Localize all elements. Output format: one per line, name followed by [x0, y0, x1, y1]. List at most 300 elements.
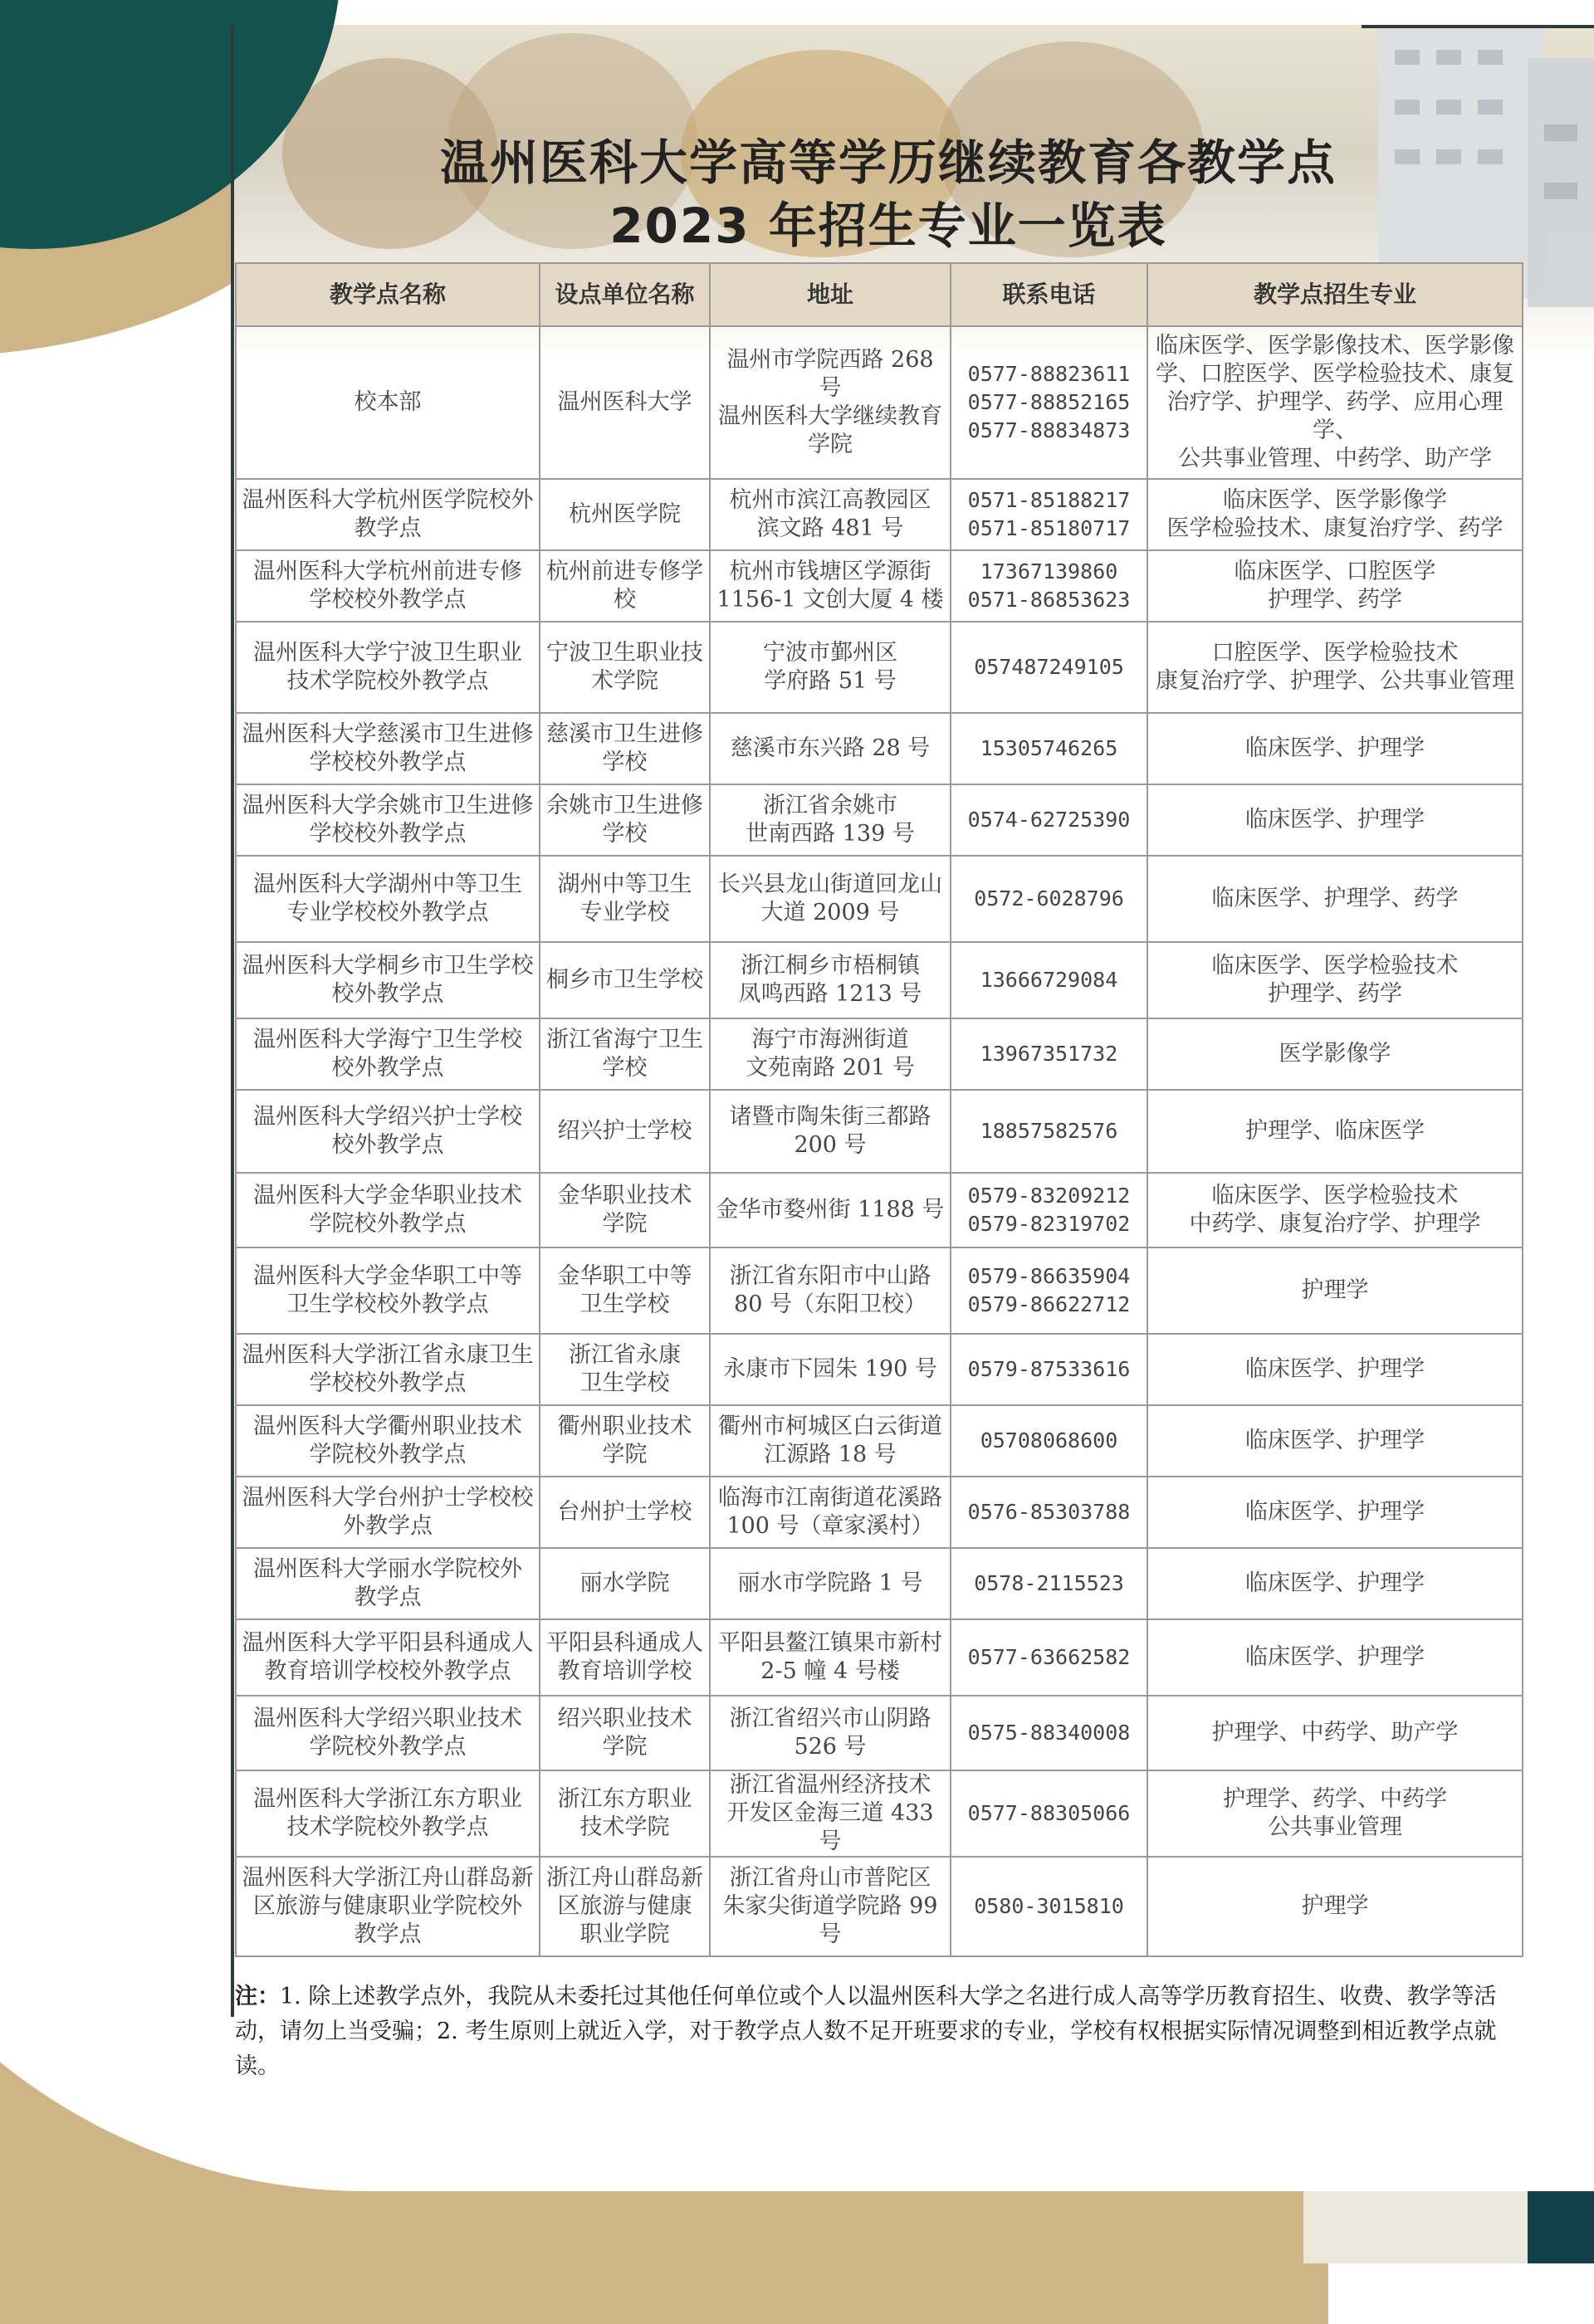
cell-unit-line: 丽水学院: [579, 1570, 670, 1596]
cell-unit: [540, 713, 710, 784]
cell-phone-line: 0579-86635904: [967, 1264, 1131, 1288]
cell-address: [710, 1857, 951, 1956]
cell-point: [236, 1857, 540, 1956]
cell-address-line: 永康市下园朱 190 号: [723, 1356, 937, 1382]
cell-point-line: 温州医科大学宁波卫生职业: [253, 640, 522, 666]
cell-point: [236, 942, 540, 1018]
cell-phone-line: 13666729084: [980, 968, 1118, 992]
cell-point-line: 教育培训学校校外教学点: [264, 1658, 511, 1684]
cell-point: [236, 856, 540, 942]
cell-address-line: 浙江省绍兴市山阴路: [729, 1706, 931, 1731]
cell-address-line: 临海市江南街道花溪路: [718, 1485, 942, 1511]
cell-unit-line: 绍兴护士学校: [557, 1118, 692, 1144]
cell-unit-line: 学校: [602, 821, 648, 847]
cell-point: [236, 479, 540, 550]
cell-unit-line: 教育培训学校: [557, 1658, 692, 1684]
table-row: [236, 1857, 1523, 1956]
cell-phone-line: 0579-82319702: [967, 1212, 1131, 1236]
cell-phone: [951, 1173, 1147, 1247]
cell-address: [710, 550, 951, 622]
table-row: [236, 1334, 1523, 1405]
cell-point: [236, 1247, 540, 1334]
cell-phone-line: 0577-88852165: [967, 390, 1131, 414]
cell-address-line: 长兴县龙山街道回龙山: [718, 872, 942, 897]
cell-unit: [540, 942, 710, 1018]
cell-unit-line: 余姚市卫生进修: [546, 793, 703, 818]
cell-majors-line: 中药学、康复治疗学、护理学: [1189, 1211, 1481, 1237]
table-row: [236, 1090, 1523, 1173]
cell-majors-line: 临床医学、护理学: [1245, 735, 1425, 761]
cell-majors-line: 公共事业管理: [1268, 1814, 1402, 1840]
cell-address-line: 滨文路 481 号: [756, 515, 904, 541]
cell-address: [710, 326, 951, 479]
cell-point-line: 温州医科大学杭州前进专修: [253, 559, 522, 584]
cell-majors: [1147, 1018, 1523, 1090]
cell-address-line: 诸暨市陶朱街三都路: [729, 1104, 931, 1130]
table-row: [236, 326, 1523, 479]
cell-unit-line: 技术学院: [579, 1814, 670, 1840]
cell-point: [236, 1619, 540, 1696]
cell-point: [236, 1696, 540, 1770]
cell-unit: [540, 1619, 710, 1696]
cell-point-line: 温州医科大学海宁卫生学校: [253, 1027, 522, 1052]
cell-unit-line: 平阳县科通成人: [546, 1630, 703, 1656]
cell-point-line: 温州医科大学桐乡市卫生学校: [242, 953, 534, 979]
cell-phone-line: 05708068600: [980, 1428, 1118, 1452]
cell-majors-line: 口腔医学、医学检验技术: [1211, 640, 1459, 666]
footnote-label: 注：: [235, 1984, 280, 2009]
table-row: [236, 942, 1523, 1018]
cell-point-line: 温州医科大学金华职业技术: [253, 1183, 522, 1208]
cell-unit-line: 学校: [602, 749, 648, 775]
cell-majors: [1147, 942, 1523, 1018]
cell-point: [236, 1090, 540, 1173]
cell-majors-line: 护理学、药学、中药学: [1223, 1786, 1447, 1812]
cell-point-line: 学院校外教学点: [309, 1211, 467, 1237]
cell-address-line: 浙江桐乡市梧桐镇: [741, 953, 920, 979]
cell-majors-line: 临床医学、护理学: [1245, 1499, 1425, 1525]
cell-point-line: 校外教学点: [331, 1055, 444, 1081]
table-row: [236, 1770, 1523, 1857]
cell-address: [710, 1548, 951, 1619]
cell-address: [710, 1696, 951, 1770]
cell-phone: [951, 1018, 1147, 1090]
cell-point-line: 温州医科大学余姚市卫生进修: [242, 793, 534, 818]
cell-point-line: 教学点: [354, 515, 422, 541]
cell-majors: [1147, 1405, 1523, 1477]
table-row: [236, 713, 1523, 784]
cell-majors: [1147, 479, 1523, 550]
bottom-beige-block: [1303, 2191, 1528, 2263]
cell-majors-line: 临床医学、护理学: [1245, 1644, 1425, 1670]
table-row: [236, 1619, 1523, 1696]
cell-majors: [1147, 1548, 1523, 1619]
cell-phone-line: 0572-6028796: [974, 886, 1124, 911]
cell-phone: [951, 1090, 1147, 1173]
cell-majors-line: 临床医学、护理学: [1245, 1428, 1425, 1453]
cell-majors-line: 临床医学、口腔医学: [1234, 559, 1436, 584]
enrollment-table: [235, 262, 1522, 1957]
cell-point-line: 温州医科大学平阳县科通成人: [242, 1630, 534, 1656]
cell-unit-line: 台州护士学校: [557, 1499, 692, 1525]
cell-phone: [951, 326, 1147, 479]
cell-point: [236, 622, 540, 713]
cell-address-line: 大道 2009 号: [760, 900, 900, 925]
table-row: [236, 550, 1523, 622]
table-row: [236, 784, 1523, 856]
cell-address-line: 1156-1 文创大厦 4 楼: [716, 587, 944, 613]
cell-phone: [951, 1770, 1147, 1857]
cell-phone: [951, 1477, 1147, 1548]
cell-address-line: 世南西路 139 号: [746, 821, 915, 847]
cell-unit: [540, 1247, 710, 1334]
col-header-unit: 设点单位名称: [540, 263, 710, 326]
cell-unit-line: 宁波卫生职业技: [546, 640, 703, 666]
cell-majors: [1147, 1090, 1523, 1173]
cell-phone-line: 17367139860: [980, 559, 1118, 583]
cell-majors-line: 康复治疗学、护理学、公共事业管理: [1156, 668, 1514, 694]
cell-address: [710, 622, 951, 713]
cell-majors: [1147, 1247, 1523, 1334]
cell-point-line: 温州医科大学绍兴职业技术: [253, 1706, 522, 1731]
cell-unit-line: 区旅游与健康: [557, 1893, 692, 1919]
cell-unit: [540, 1857, 710, 1956]
cell-point: [236, 550, 540, 622]
cell-unit-line: 卫生学校: [579, 1370, 670, 1396]
cell-majors-line: 医学影像学: [1279, 1041, 1391, 1067]
cell-unit-line: 浙江省永康: [569, 1342, 681, 1368]
cell-point-line: 温州医科大学湖州中等卫生: [253, 872, 522, 897]
cell-unit-line: 慈溪市卫生进修: [546, 721, 703, 747]
cell-point-line: 温州医科大学丽水学院校外: [253, 1556, 522, 1582]
cell-point-line: 学院校外教学点: [309, 1734, 467, 1760]
cell-point: [236, 326, 540, 479]
cell-address-line: 温州医科大学继续教育: [718, 403, 942, 429]
cell-phone: [951, 1696, 1147, 1770]
cell-majors: [1147, 784, 1523, 856]
cell-address-line: 慈溪市东兴路 28 号: [730, 735, 931, 761]
cell-phone: [951, 713, 1147, 784]
cell-phone-line: 0571-86853623: [967, 588, 1131, 612]
cell-address-line: 宁波市鄞州区: [763, 640, 897, 666]
col-header-majors: 教学点招生专业: [1147, 263, 1523, 326]
cell-address-line: 学府路 51 号: [764, 668, 897, 694]
cell-phone-line: 0577-88823611: [967, 362, 1131, 386]
cell-majors: [1147, 1696, 1523, 1770]
cell-majors-line: 临床医学、医学检验技术: [1211, 1183, 1459, 1208]
cell-point-line: 学校校外教学点: [309, 587, 467, 613]
cell-phone-line: 13967351732: [980, 1042, 1118, 1066]
cell-phone-line: 0574-62725390: [967, 808, 1131, 832]
cell-point-line: 校外教学点: [331, 981, 444, 1007]
cell-majors-line: 护理学、临床医学: [1245, 1118, 1425, 1144]
cell-address: [710, 1477, 951, 1548]
cell-majors-line: 临床医学、护理学、药学: [1211, 886, 1459, 911]
cell-point-line: 学校校外教学点: [309, 821, 467, 847]
cell-point: [236, 1548, 540, 1619]
cell-point-line: 技术学院校外教学点: [286, 1814, 489, 1840]
cell-address-line: 浙江省温州经济技术: [729, 1772, 931, 1798]
cell-unit: [540, 326, 710, 479]
cell-unit: [540, 479, 710, 550]
cell-majors: [1147, 326, 1523, 479]
cell-point-line: 校本部: [354, 389, 422, 415]
cell-point-line: 温州医科大学台州护士学校校: [242, 1485, 534, 1511]
cell-majors-line: 护理学: [1301, 1277, 1369, 1303]
cell-unit: [540, 1405, 710, 1477]
cell-point-line: 温州医科大学衢州职业技术: [253, 1413, 522, 1439]
cell-unit-line: 衢州职业技术: [557, 1413, 692, 1439]
cell-phone: [951, 1247, 1147, 1334]
cell-phone: [951, 856, 1147, 942]
footnote: [235, 1980, 1522, 2084]
cell-address-line: 浙江省东阳市中山路: [729, 1263, 931, 1289]
cell-phone-line: 0577-88305066: [967, 1801, 1131, 1825]
cell-point-line: 温州医科大学浙江舟山群岛新: [242, 1865, 534, 1891]
cell-unit-line: 绍兴职业技术: [557, 1706, 692, 1731]
cell-phone-line: 0576-85303788: [967, 1500, 1131, 1524]
cell-unit-line: 湖州中等卫生: [557, 872, 692, 897]
cell-majors: [1147, 1477, 1523, 1548]
cell-phone-line: 0571-85188217: [967, 488, 1131, 512]
col-header-point: 教学点名称: [236, 263, 540, 326]
cell-address-line: 号: [819, 1921, 842, 1947]
cell-phone: [951, 1548, 1147, 1619]
cell-address: [710, 1090, 951, 1173]
cell-phone-line: 0579-86622712: [967, 1292, 1131, 1316]
cell-majors: [1147, 856, 1523, 942]
cell-address-line: 浙江省余姚市: [763, 793, 897, 818]
cell-address-line: 江源路 18 号: [764, 1442, 897, 1467]
cell-address: [710, 713, 951, 784]
cell-point-line: 温州医科大学绍兴护士学校: [253, 1104, 522, 1130]
cell-unit: [540, 856, 710, 942]
cell-point: [236, 1018, 540, 1090]
cell-address-line: 学院: [808, 432, 853, 457]
cell-unit-line: 浙江省海宁卫生: [546, 1027, 703, 1052]
cell-majors-line: 护理学: [1301, 1893, 1369, 1919]
cell-address-line: 凤鸣西路 1213 号: [738, 981, 922, 1007]
cell-phone-line: 15305746265: [980, 736, 1118, 760]
cell-majors: [1147, 1770, 1523, 1857]
cell-point-line: 区旅游与健康职业学院校外: [253, 1893, 522, 1919]
table-row: [236, 1696, 1523, 1770]
cell-majors: [1147, 1334, 1523, 1405]
cell-point: [236, 1173, 540, 1247]
cell-point: [236, 713, 540, 784]
top-frame-line: [1362, 25, 1594, 28]
cell-majors-line: 护理学、药学: [1268, 981, 1402, 1007]
cell-address: [710, 1018, 951, 1090]
cell-address: [710, 1334, 951, 1405]
cell-unit: [540, 1334, 710, 1405]
cell-unit: [540, 1548, 710, 1619]
cell-point: [236, 1334, 540, 1405]
cell-point-line: 温州医科大学金华职工中等: [253, 1263, 522, 1289]
cell-unit: [540, 1770, 710, 1857]
cell-majors-line: 临床医学、医学影像技术、医学影像: [1156, 333, 1514, 359]
table-row: [236, 1018, 1523, 1090]
cell-point: [236, 1770, 540, 1857]
cell-majors-line: 临床医学、医学影像学: [1223, 487, 1447, 513]
table-row: [236, 1405, 1523, 1477]
col-header-phone: 联系电话: [951, 263, 1147, 326]
cell-unit-line: 学校: [602, 1055, 648, 1081]
cell-phone-line: 0580-3015810: [974, 1894, 1124, 1918]
cell-phone: [951, 1334, 1147, 1405]
cell-address-line: 金华市婺州街 1188 号: [716, 1197, 945, 1223]
cell-phone-line: 0579-83209212: [967, 1184, 1131, 1208]
cell-unit-line: 杭州医学院: [569, 501, 681, 527]
cell-majors-line: 医学检验技术、康复治疗学、药学: [1166, 515, 1504, 541]
cell-unit-line: 学院: [602, 1442, 648, 1467]
cell-point-line: 教学点: [354, 1921, 422, 1947]
cell-unit-line: 专业学校: [579, 900, 670, 925]
table-row: [236, 1548, 1523, 1619]
cell-address: [710, 856, 951, 942]
cell-phone-line: 0571-85180717: [967, 516, 1131, 540]
cell-unit-line: 浙江东方职业: [557, 1786, 692, 1812]
cell-unit-line: 卫生学校: [579, 1291, 670, 1317]
cell-unit: [540, 1477, 710, 1548]
col-header-address: 地址: [710, 263, 951, 326]
cell-majors-line: 临床医学、医学检验技术: [1211, 953, 1459, 979]
bottom-teal-block: [1528, 2191, 1594, 2263]
cell-point: [236, 1405, 540, 1477]
title-line-1: 温州医科大学高等学历继续教育各教学点: [439, 134, 1337, 191]
cell-unit: [540, 1090, 710, 1173]
title-line-2: 2023 年招生专业一览表: [609, 198, 1167, 254]
cell-unit-line: 学院: [602, 1211, 648, 1237]
cell-majors-line: 临床医学、护理学: [1245, 807, 1425, 832]
cell-unit-line: 校: [614, 587, 636, 613]
cell-unit-line: 浙江舟山群岛新: [546, 1865, 703, 1891]
cell-majors-line: 学、口腔医学、医学检验技术、康复: [1156, 361, 1514, 387]
cell-address-line: 衢州市柯城区白云街道: [718, 1413, 942, 1439]
table-row: [236, 856, 1523, 942]
cell-unit-line: 术学院: [591, 668, 658, 694]
cell-address-line: 杭州市滨江高教园区: [729, 487, 931, 513]
cell-address-line: 开发区金海三道 433 号: [726, 1800, 934, 1854]
cell-majors-line: 公共事业管理、中药学、助产学: [1178, 446, 1492, 471]
table-row: [236, 1477, 1523, 1548]
cell-phone: [951, 1405, 1147, 1477]
table-row: [236, 1173, 1523, 1247]
left-frame-line: [231, 25, 234, 2017]
cell-address: [710, 1173, 951, 1247]
cell-address: [710, 1247, 951, 1334]
cell-point-line: 卫生学校校外教学点: [286, 1291, 489, 1317]
cell-point-line: 校外教学点: [331, 1132, 444, 1158]
cell-unit-line: 桐乡市卫生学校: [546, 967, 703, 993]
cell-address: [710, 942, 951, 1018]
cell-phone: [951, 550, 1147, 622]
cell-unit: [540, 622, 710, 713]
cell-majors-line: 护理学、中药学、助产学: [1211, 1720, 1459, 1745]
cell-unit-line: 职业学院: [579, 1921, 670, 1947]
cell-point-line: 学校校外教学点: [309, 749, 467, 775]
cell-address: [710, 784, 951, 856]
cell-unit: [540, 1696, 710, 1770]
table-row: [236, 1247, 1523, 1334]
cell-majors-line: 临床医学、护理学: [1245, 1356, 1425, 1382]
cell-address-line: 文苑南路 201 号: [746, 1055, 915, 1081]
cell-address-line: 杭州市钱塘区学源街: [729, 559, 931, 584]
cell-address: [710, 1619, 951, 1696]
cell-point-line: 温州医科大学浙江省永康卫生: [242, 1342, 534, 1368]
cell-unit: [540, 550, 710, 622]
cell-phone-line: 0577-63662582: [967, 1645, 1131, 1669]
cell-majors-line: 治疗学、护理学、药学、应用心理学、: [1166, 389, 1504, 443]
cell-address-line: 朱家尖街道学院路 99: [722, 1893, 938, 1919]
cell-point-line: 学院校外教学点: [309, 1442, 467, 1467]
cell-point-line: 温州医科大学浙江东方职业: [253, 1786, 522, 1812]
cell-address-line: 海宁市海洲街道: [751, 1027, 909, 1052]
cell-unit-line: 杭州前进专修学: [546, 559, 703, 584]
cell-address-line: 丽水市学院路 1 号: [737, 1570, 923, 1596]
cell-address-line: 温州市学院西路 268 号: [726, 347, 934, 401]
cell-point-line: 温州医科大学杭州医学院校外: [242, 487, 534, 513]
cell-phone-line: 0578-2115523: [974, 1571, 1124, 1595]
cell-phone-line: 0575-88340008: [967, 1721, 1131, 1745]
cell-address-line: 526 号: [794, 1734, 867, 1760]
cell-majors-line: 临床医学、护理学: [1245, 1570, 1425, 1596]
table-header-row: [236, 263, 1523, 326]
cell-point-line: 温州医科大学慈溪市卫生进修: [242, 721, 534, 747]
cell-address: [710, 1405, 951, 1477]
cell-majors-line: 护理学、药学: [1268, 587, 1402, 613]
cell-phone-line: 0579-87533616: [967, 1357, 1131, 1381]
cell-phone-line: 057487249105: [974, 655, 1124, 679]
cell-unit: [540, 1173, 710, 1247]
cell-address: [710, 479, 951, 550]
cell-majors: [1147, 1173, 1523, 1247]
cell-unit-line: 金华职业技术: [557, 1183, 692, 1208]
page-title: [232, 131, 1544, 257]
cell-address-line: 浙江省舟山市普陀区: [729, 1865, 931, 1891]
cell-point: [236, 784, 540, 856]
cell-address: [710, 1770, 951, 1857]
cell-phone-line: 18857582576: [980, 1119, 1118, 1143]
cell-point-line: 外教学点: [343, 1513, 433, 1539]
cell-point-line: 专业学校校外教学点: [286, 900, 489, 925]
cell-majors: [1147, 1619, 1523, 1696]
cell-address-line: 100 号（章家溪村）: [726, 1513, 934, 1539]
table-row: [236, 479, 1523, 550]
cell-address-line: 2-5 幢 4 号楼: [760, 1658, 900, 1684]
table-row: [236, 622, 1523, 713]
cell-point-line: 教学点: [354, 1584, 422, 1610]
cell-majors: [1147, 622, 1523, 713]
footnote-text: 1. 除上述教学点外，我院从未委托过其他任何单位或个人以温州医科大学之名进行成人高等学历教育招生、收费、教学等活动，请勿上当受骗；2. 考生原则上就近入学，对于教学点人数不足开班要求的专业，学校有权根据实际情况调整到相近教学点就读。: [235, 1984, 1497, 2079]
cell-phone: [951, 622, 1147, 713]
cell-phone: [951, 1857, 1147, 1956]
cell-phone-line: 0577-88834873: [967, 418, 1131, 442]
cell-unit: [540, 1018, 710, 1090]
cell-phone: [951, 942, 1147, 1018]
cell-address-line: 200 号: [794, 1132, 867, 1158]
cell-unit-line: 金华职工中等: [557, 1263, 692, 1289]
cell-address-line: 平阳县鳌江镇果市新村: [718, 1630, 942, 1656]
cell-phone: [951, 479, 1147, 550]
cell-address-line: 80 号（东阳卫校）: [734, 1291, 927, 1317]
cell-unit-line: 学院: [602, 1734, 648, 1760]
cell-majors: [1147, 713, 1523, 784]
cell-unit: [540, 784, 710, 856]
cell-point-line: 技术学院校外教学点: [286, 668, 489, 694]
cell-majors: [1147, 550, 1523, 622]
cell-point-line: 学校校外教学点: [309, 1370, 467, 1396]
